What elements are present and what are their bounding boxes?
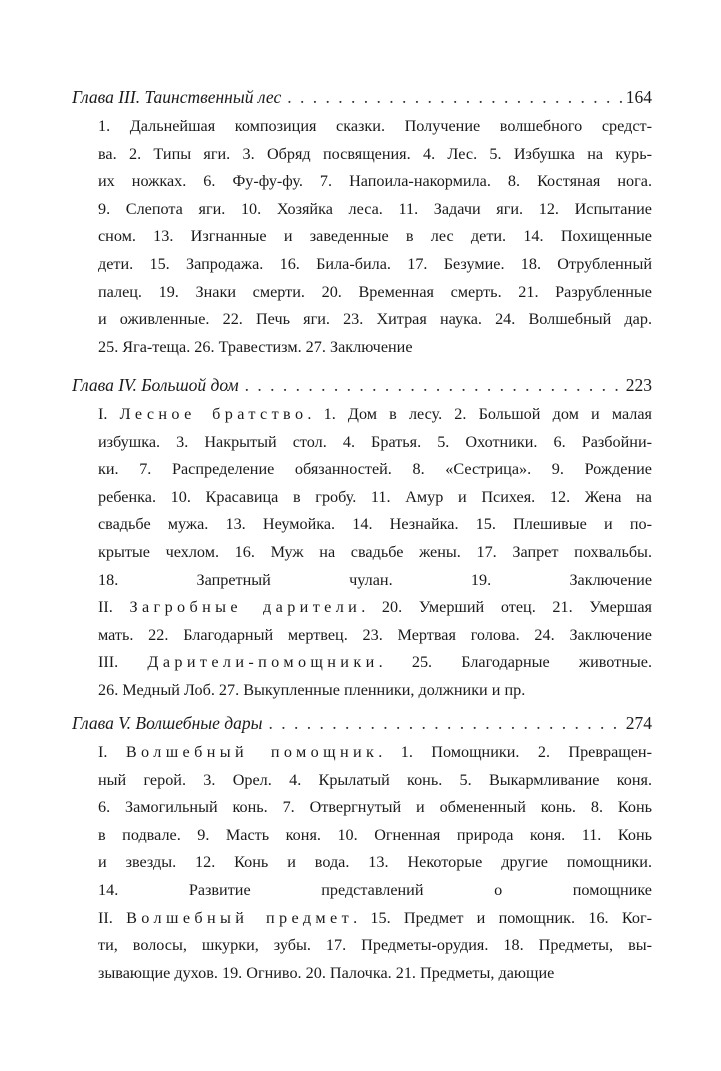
contents-text: I.	[98, 405, 120, 423]
contents-text: крытые чехлом. 16. Муж на свадьбе жены. 17. Запрет похвальбы.	[98, 542, 652, 561]
contents-line	[98, 849, 652, 877]
contents-line	[98, 223, 652, 251]
chapter-page-number: 223	[625, 375, 652, 395]
section-title-spaced: Лесное братство	[119, 405, 308, 423]
contents-text: зывающие духов. 19. Огниво. 20. Палочка. 21. Предметы, дающие	[98, 963, 555, 982]
contents-line	[98, 141, 652, 169]
chapter-heading	[72, 372, 652, 398]
contents-line	[98, 905, 652, 933]
contents-text: 1. Дальнейшая композиция сказки. Получение волшебного средст-	[98, 117, 652, 135]
contents-text: и звезды. 12. Конь и вода. 13. Некоторые другие помощники.	[98, 853, 652, 872]
contents-text: II.	[98, 908, 127, 927]
contents-line	[98, 456, 652, 484]
contents-text: 14. Развитие представлений о помощнике	[98, 880, 652, 899]
contents-line	[98, 622, 652, 650]
contents-line	[98, 567, 652, 595]
contents-text: III.	[98, 653, 148, 672]
chapter-title: Глава IV. Большой дом	[72, 375, 239, 395]
contents-text: 25. Яга-теща. 26. Травестизм. 27. Заключение	[98, 337, 413, 356]
contents-line	[98, 822, 652, 850]
contents-text: . 25. Благодарные животные.	[378, 653, 652, 672]
chapter-contents	[98, 401, 652, 705]
contents-text: мать. 22. Благодарный мертвец. 23. Мертвая голова. 24. Заключение	[98, 625, 652, 644]
contents-line	[98, 251, 652, 279]
contents-text: 9. Слепота яги. 10. Хозяйка леса. 11. Задачи яги. 12. Испытание	[98, 199, 652, 218]
contents-text: 6. Замогильный конь. 7. Отвергнутый и обмененный конь. 8. Конь	[98, 798, 652, 817]
contents-text: ки. 7. Распределение обязанностей. 8. «Сестрица». 9. Рождение	[98, 460, 652, 479]
contents-text: сном. 13. Изгнанные и заведенные в лес дети. 14. Похищенные	[98, 227, 652, 246]
chapter-contents	[98, 113, 652, 361]
contents-text: . 1. Помощники. 2. Превращен-	[378, 743, 652, 761]
contents-text: в подвале. 9. Масть коня. 10. Огненная природа коня. 11. Конь	[98, 825, 652, 844]
toc-entry-chapter-5	[72, 710, 652, 987]
contents-text: ти, волосы, шкурки, зубы. 17. Предметы-орудия. 18. Предметы, вы-	[98, 936, 652, 955]
section-title-spaced: Дарители-помощники	[147, 653, 379, 672]
section-title-spaced: Загробные дарители	[129, 598, 362, 617]
contents-text: . 15. Предмет и помощник. 16. Ког-	[353, 908, 652, 927]
contents-text: свадьбе мужа. 13. Неумойка. 14. Незнайка. 15. Плешивые и по-	[98, 515, 652, 534]
contents-text: II.	[98, 598, 130, 617]
dot-leader	[268, 710, 623, 736]
contents-text: ребенка. 10. Красавица в гробу. 11. Амур и Психея. 12. Жена на	[98, 487, 652, 506]
section-title-spaced: Волшебный предмет	[126, 908, 354, 927]
chapter-page-number: 164	[625, 87, 652, 107]
contents-line	[98, 484, 652, 512]
contents-text: ный герой. 3. Орел. 4. Крылатый конь. 5. Выкармливание коня.	[98, 770, 652, 789]
contents-line	[98, 401, 652, 429]
contents-line	[98, 306, 652, 334]
contents-line	[98, 279, 652, 307]
contents-text: палец. 19. Знаки смерти. 20. Временная смерть. 21. Разрубленные	[98, 282, 652, 301]
dot-leader	[287, 84, 624, 110]
contents-line	[98, 932, 652, 960]
contents-line	[98, 767, 652, 795]
contents-text: . 20. Умерший отец. 21. Умершая	[361, 598, 652, 617]
contents-line	[98, 168, 652, 196]
contents-text: избушка. 3. Накрытый стол. 4. Братья. 5. Охотники. 6. Разбойни-	[98, 432, 652, 451]
contents-text: 18. Запретный чулан. 19. Заключение	[98, 570, 652, 589]
chapter-page-number: 274	[625, 713, 652, 733]
chapter-contents	[98, 739, 652, 987]
contents-line	[98, 649, 652, 677]
contents-line	[98, 960, 652, 988]
contents-line	[98, 196, 652, 224]
contents-text: 26. Медный Лоб. 27. Выкупленные пленники, должники и пр.	[98, 680, 526, 699]
contents-line	[98, 739, 652, 767]
chapter-title: Глава III. Таинственный лес	[72, 87, 282, 107]
chapter-heading	[72, 84, 652, 110]
contents-line	[98, 594, 652, 622]
toc-entry-chapter-4	[72, 372, 652, 705]
contents-text: ва. 2. Типы яги. 3. Обряд посвящения. 4. Лес. 5. Избушка на курь-	[98, 144, 652, 163]
chapter-heading	[72, 710, 652, 736]
contents-text: их ножках. 6. Фу-фу-фу. 7. Напоила-накормила. 8. Костяная нога.	[98, 172, 652, 191]
chapter-title: Глава V. Волшебные дары	[72, 713, 263, 733]
contents-line	[98, 677, 652, 705]
section-title-spaced: Волшебный помощник	[125, 743, 379, 761]
contents-line	[98, 794, 652, 822]
contents-text: дети. 15. Запродажа. 16. Била-била. 17. Безумие. 18. Отрубленный	[98, 254, 652, 273]
contents-line	[98, 113, 652, 141]
contents-line	[98, 539, 652, 567]
contents-text: . 1. Дом в лесу. 2. Большой дом и малая	[307, 405, 652, 423]
contents-text: I.	[98, 743, 126, 761]
contents-text: и оживленные. 22. Печь яги. 23. Хитрая наука. 24. Волшебный дар.	[98, 310, 652, 329]
contents-line	[98, 429, 652, 457]
contents-line	[98, 877, 652, 905]
toc-entry-chapter-3	[72, 84, 652, 361]
contents-line	[98, 511, 652, 539]
contents-line	[98, 334, 652, 362]
dot-leader	[245, 372, 624, 398]
